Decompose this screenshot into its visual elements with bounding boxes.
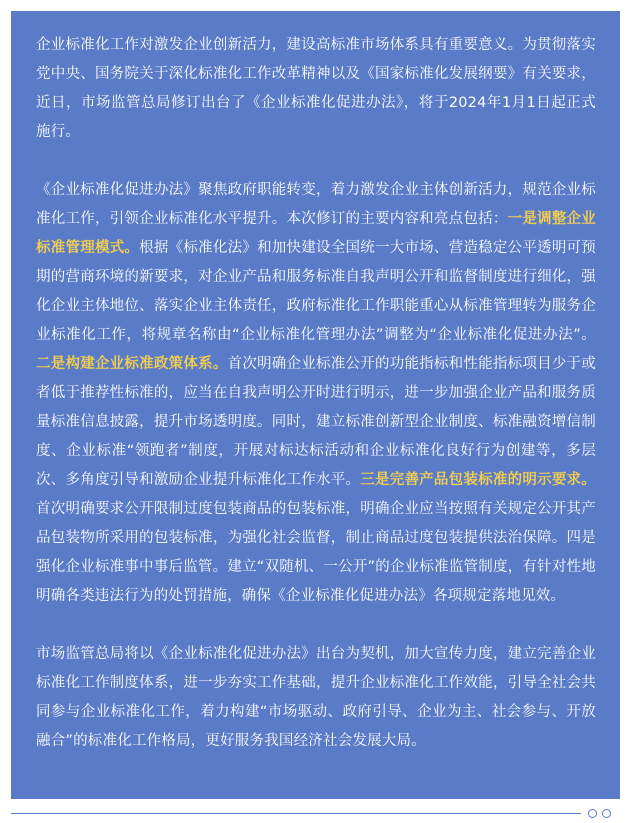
highlight-point-one: 一是调整企业标准管理模式。: [36, 211, 596, 256]
highlights-lead-text: 《企业标准化促进办法》聚焦政府职能转变，着力激发企业主体创新活力，规范企业标准化工作，引领企业标准化水平提升。本次修订的主要内容和亮点包括：: [36, 182, 596, 227]
point-three-four-text: 首次明确要求公开限制过度包装商品的包装标准，明确企业应当按照有关规定公开其产品包装物所采用的包装标准，为强化社会监督，制止商品过度包装提供法治保障。四是强化企业标准事中事后监管。建立“双随机、一公开”的企业标准监管制度，有针对性地明确各类违法行为的处罚措施，确保《企业标准化促进办法》各项规定落地见效。: [36, 501, 596, 604]
point-two-text: 首次明确企业标准公开的功能指标和性能指标项目少于或者低于推荐性标准的，应当在自我声明公开时进行明示，进一步加强企业产品和服务质量标准信息披露，提升市场透明度。同时，建立标准创新型企业制度、标准融资增信制度、企业标准“领跑者”制度，开展对标达标活动和企业标准化良好行为创建等，多层次、多角度引导和激励企业提升标准化工作水平。: [36, 356, 596, 488]
circle-ornament-icon: [602, 809, 611, 818]
footer-divider: [11, 813, 581, 814]
paragraph-intro: 企业标准化工作对激发企业创新活力，建设高标准市场体系具有重要意义。为贯彻落实党中央、国务院关于深化标准化工作改革精神以及《国家标准化发展纲要》有关要求，近日，市场监管总局修订出台了《企业标准化促进办法》，将于2024年1月1日起正式施行。: [36, 37, 596, 140]
point-one-text: 根据《标准化法》和加快建设全国统一大市场、营造稳定公平透明可预期的营商环境的新要求，对企业产品和服务标准自我声明公开和监督制度进行细化，强化企业主体地位、落实企业主体责任，政府标准化工作职能重心从标准管理转为服务企业标准化工作，将规章名称由“企业标准化管理办法”调整为“企业标准化促进办法”。: [36, 240, 596, 343]
paragraph-highlights: [36, 176, 596, 611]
highlight-point-two: 二是构建企业标准政策体系。: [36, 356, 228, 372]
article-panel: [11, 11, 620, 799]
paragraph-conclusion: 市场监管总局将以《企业标准化促进办法》出台为契机，加大宣传力度，建立完善企业标准化工作制度体系，进一步夯实工作基础，提升企业标准化工作效能，引导全社会共同参与企业标准化工作，着力构建“市场驱动、政府引导、企业为主、社会参与、开放融合”的标准化工作格局，更好服务我国经济社会发展大局。: [36, 646, 596, 749]
highlight-point-three: 三是完善产品包装标准的明示要求。: [360, 472, 596, 488]
circle-ornament-icon: [588, 809, 597, 818]
footer-ornament: [588, 806, 611, 820]
